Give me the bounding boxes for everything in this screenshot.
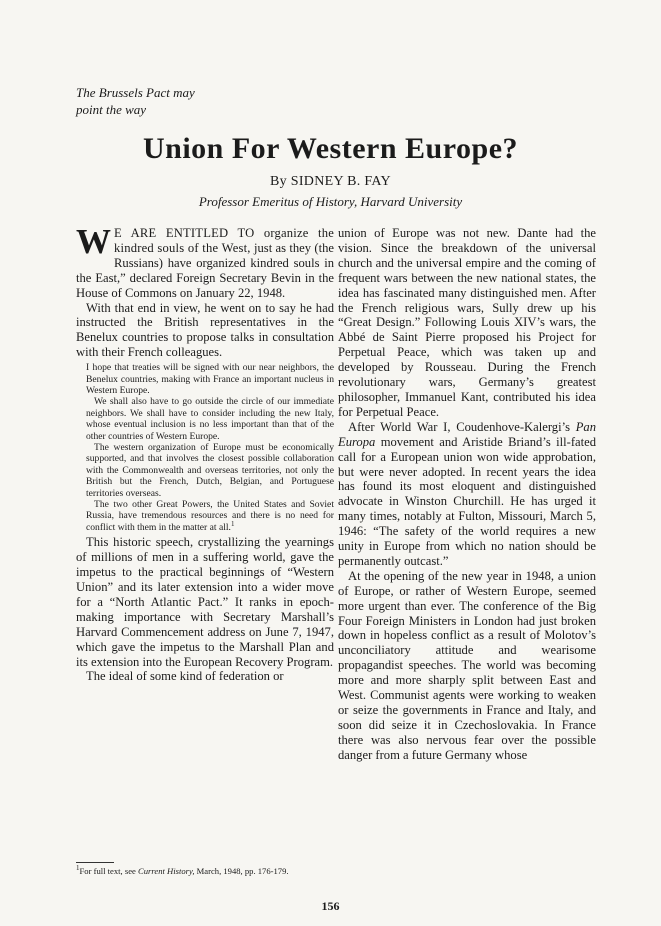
lead-caps: E ARE ENTITLED TO organize the kindred souls of the West, [114, 226, 334, 255]
right-paragraph-1: union of Europe was not new. Dante had the vision. Since the breakdown of the universal church and the universal empire and the coming of frequent wars between the new national states, the idea has fascinated many distinguished men. After the French religious wars, Sully drew up his “Great Design.” Following Louis XIV’s wars, the Abbé de Saint Pierre proposed his Project for Perpetual Peace, which was taken up and developed by Rousseau. During the French revolutionary wars, Germany’s greatest philosopher, Immanuel Kant, contributed his idea for Perpetual Peace. [338, 226, 596, 419]
author-affiliation: Professor Emeritus of History, Harvard University [198, 194, 463, 209]
paragraph-4: The ideal of some kind of federation or [86, 669, 284, 684]
footnote-text-a: For full text, see [79, 866, 138, 876]
paragraph-3: This historic speech, crystallizing the yearnings of millions of men in a suffering world, gave the impetus to the practical beginnings of “Western Union” and its later extension into a wider move for a “North Atlantic Pact.” It ranks in epoch-making importance with Secretary Marshall’s Harvard Commencement address on June 7, 1947, which gave the impetus to the Marshall Plan and its extension into the European Recovery Program. [76, 535, 334, 669]
kicker-line-1: The Brussels Pact may [76, 85, 195, 100]
article-title: Union For Western Europe? [142, 132, 519, 165]
kicker [76, 84, 195, 118]
page-number: 156 [321, 899, 340, 913]
right-paragraph-2 [338, 420, 596, 569]
byline: By SIDNEY B. FAY [270, 174, 391, 189]
block-quote [86, 362, 334, 533]
kicker-line-2: point the way [76, 102, 147, 117]
quote-paragraph-2: We shall also have to go outside the circle of our immediate neighbors. We shall have to consider including the new Italy, whose eventual inclusion is no less important than that of the other countries of Western Europe. [86, 396, 334, 442]
quote-paragraph-4-text: The two other Great Powers, the United States and Soviet Russia, have tremendous resources and there is no need for conflict with them in the matter at all. [86, 499, 334, 533]
footnote-mark: 1 [76, 864, 80, 873]
footnote-source: Current History, [137, 866, 195, 876]
footnote-ref[interactable]: 1 [230, 519, 235, 528]
quote-paragraph-3: The western organization of Europe must be economically supported, and that involves the closest possible collaboration with the Commonwealth and overseas territories, not only the British but the French, Dutch, Belgian, and Portuguese territories overseas. [86, 442, 334, 499]
right-column [338, 226, 596, 763]
lead-paragraph [76, 222, 334, 301]
right-paragraph-3: At the opening of the new year in 1948, a union of Europe, or rather of Western Europe, seemed more urgent than ever. The conference of the Big Four Foreign Ministers in London had just broken down in hopeless conflict as a result of Molotov’s unconciliatory attitude and wearisome propagandist speeches. The world was becoming more and more sharply split between East and West. Communist agents were working to weaken or seize the governments in France and Italy, and soon did seize it in Czechoslovakia. In France there was also nervous fear over the possible danger from a future Germany whose [338, 568, 596, 762]
drop-cap: W [76, 222, 111, 261]
right-paragraph-2b: movement and Aristide Briand’s ill-fated call for a European union won wide approbation, but were never adopted. In recent years the idea has found its most eloquent and distinguished advocate in Winston Churchill. He has urged it many times, notably at Fulton, Missouri, March 5, 1946: “The safety of the world requires a new unity in Europe from which no nation should be permanently outcast.” [338, 434, 596, 568]
lead-rest: just as they (the Russians) have organized kindred souls in the East,” declared Foreign Secretary Bevin in the House of Commons on January 22, 1948. [76, 240, 334, 300]
footnote [76, 866, 334, 876]
quote-paragraph-1: I hope that treaties will be signed with our near neighbors, the Benelux countries, making with France an important nucleus in Western Europe. [86, 362, 334, 396]
quote-paragraph-4 [86, 499, 334, 533]
left-column [76, 222, 334, 684]
footnote-divider [76, 862, 114, 863]
footnote-text-b: March, 1948, pp. 176-179. [194, 866, 289, 876]
right-paragraph-2a: After World War I, Coudenhove-Kalergi’s [348, 419, 576, 434]
paragraph-2: With that end in view, he went on to say he had instructed the British representatives in the Benelux countries to propose talks in consultation with their French colleagues. [76, 300, 334, 360]
pan-europa-italic: Pan Europa [338, 419, 596, 449]
